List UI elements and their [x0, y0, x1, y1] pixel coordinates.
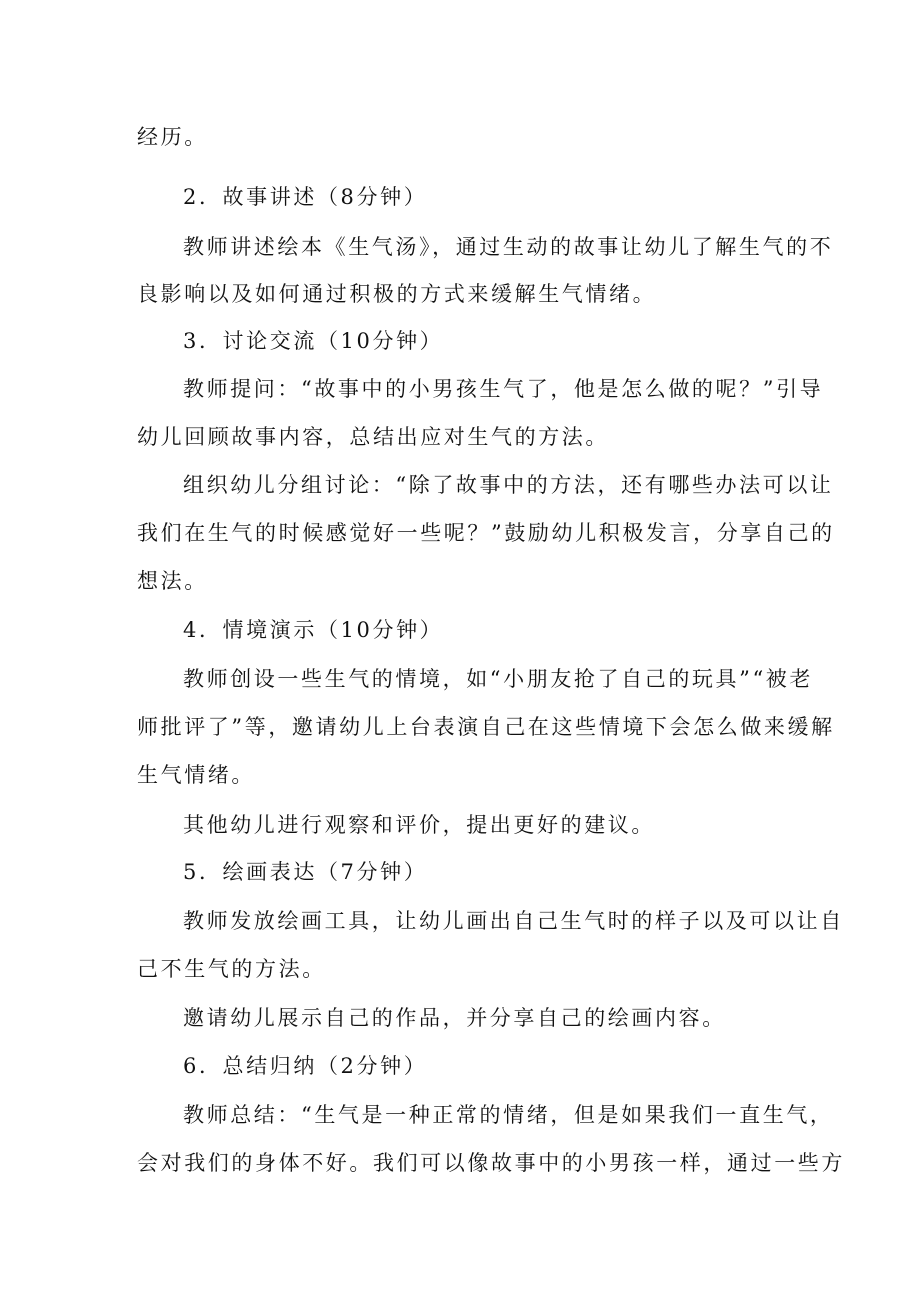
paragraph-line: 生气情绪。 — [137, 763, 255, 787]
paragraph-line: 想法。 — [137, 569, 208, 593]
paragraph-line: 教师发放绘画工具，让幼儿画出自己生气时的样子以及可以让自 — [183, 909, 844, 933]
paragraph-line: 组织幼儿分组讨论：“除了故事中的方法，还有哪些办法可以让 — [183, 473, 834, 497]
paragraph-continuation: 经历。 — [137, 125, 208, 149]
section-heading-role-play: 4．情境演示（10分钟） — [183, 618, 444, 642]
paragraph-line: 教师总结：“生气是一种正常的情绪，但是如果我们一直生气， — [183, 1103, 834, 1127]
paragraph-line: 会对我们的身体不好。我们可以像故事中的小男孩一样，通过一些方 — [137, 1151, 845, 1175]
section-heading-discussion: 3．讨论交流（10分钟） — [183, 329, 444, 353]
paragraph-line: 我们在生气的时候感觉好一些呢？”鼓励幼儿积极发言，分享自己的 — [137, 521, 835, 545]
paragraph-line: 教师创设一些生气的情境，如“小朋友抢了自己的玩具”“被老 — [183, 667, 814, 691]
paragraph-line: 教师提问：“故事中的小男孩生气了，他是怎么做的呢？”引导 — [183, 377, 824, 401]
paragraph-line: 良影响以及如何通过积极的方式来缓解生气情绪。 — [137, 282, 657, 306]
section-heading-story: 2．故事讲述（8分钟） — [183, 185, 428, 209]
paragraph-line: 己不生气的方法。 — [137, 957, 326, 981]
paragraph-line: 邀请幼儿展示自己的作品，并分享自己的绘画内容。 — [183, 1006, 726, 1030]
paragraph-line: 教师讲述绘本《生气汤》，通过生动的故事让幼儿了解生气的不 — [183, 235, 834, 259]
section-heading-drawing: 5．绘画表达（7分钟） — [183, 860, 428, 884]
paragraph-line: 其他幼儿进行观察和评价，提出更好的建议。 — [183, 813, 655, 837]
section-heading-summary: 6．总结归纳（2分钟） — [183, 1054, 428, 1078]
paragraph-line: 师批评了”等，邀请幼儿上台表演自己在这些情境下会怎么做来缓解 — [137, 715, 835, 739]
paragraph-line: 幼儿回顾故事内容，总结出应对生气的方法。 — [137, 425, 609, 449]
